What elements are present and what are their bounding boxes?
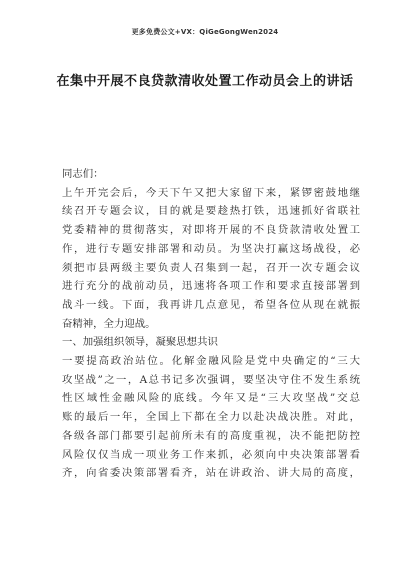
paragraph-line: 奋精神，全力迎战。 xyxy=(62,317,156,330)
paragraph-2 xyxy=(62,352,360,483)
paragraph-line: 上午开完会后，今天下午又把大家留下来，紧锣密鼓地继 xyxy=(62,186,360,199)
paragraph-line: 须把市县两级主要负责人召集到一起，召开一次专题会议 xyxy=(62,261,360,274)
paragraph-line: 战斗一线。下面，我再讲几点意见，希望各位从现在就振 xyxy=(62,298,360,311)
salutation: 同志们： xyxy=(62,168,104,180)
header-note: 更多免费公文+VX：QiGeGongWen2024 xyxy=(131,28,279,36)
paragraph-line: 党委精神的贯彻落实，对即将开展的不良贷款清收处置工 xyxy=(62,224,360,237)
paragraph-line: 账的最后一年，全国上下都在全力以赴决战决胜。对此， xyxy=(62,411,360,424)
paragraph-line: 齐，向省委决策部署看齐，站在讲政治、讲大局的高度， xyxy=(62,467,360,480)
paragraph-line: 风险仅仅当成一项业务工作来抓，必须向中央决策部署看 xyxy=(62,448,360,461)
paragraph-line: 进行充分的战前动员，迅速将各项工作和要求直接部署到 xyxy=(62,280,360,293)
paragraph-line: 性区域性金融风险的底线。今年又是“三大攻坚战”交总 xyxy=(62,392,360,405)
document-body xyxy=(62,165,360,483)
paragraph-line: 一要提高政治站位。化解金融风险是党中央确定的“三大 xyxy=(62,355,360,368)
paragraph-1 xyxy=(62,184,360,334)
paragraph-line: 各级各部门都要引起前所未有的高度重视，决不能把防控 xyxy=(62,429,360,442)
document-title: 在集中开展不良贷款清收处置工作动员会上的讲话 xyxy=(56,74,354,89)
section-heading-1: 一、加强组织领导，凝聚思想共识 xyxy=(62,336,218,349)
paragraph-line: 作，进行专题安排部署和动员。为坚决打赢这场战役，必 xyxy=(62,242,360,255)
paragraph-line: 续召开专题会议，目的就是要趁热打铁，迅速抓好省联社 xyxy=(62,205,360,218)
paragraph-line: 攻坚战”之一，A总书记多次强调，要坚决守住不发生系统 xyxy=(62,373,360,386)
